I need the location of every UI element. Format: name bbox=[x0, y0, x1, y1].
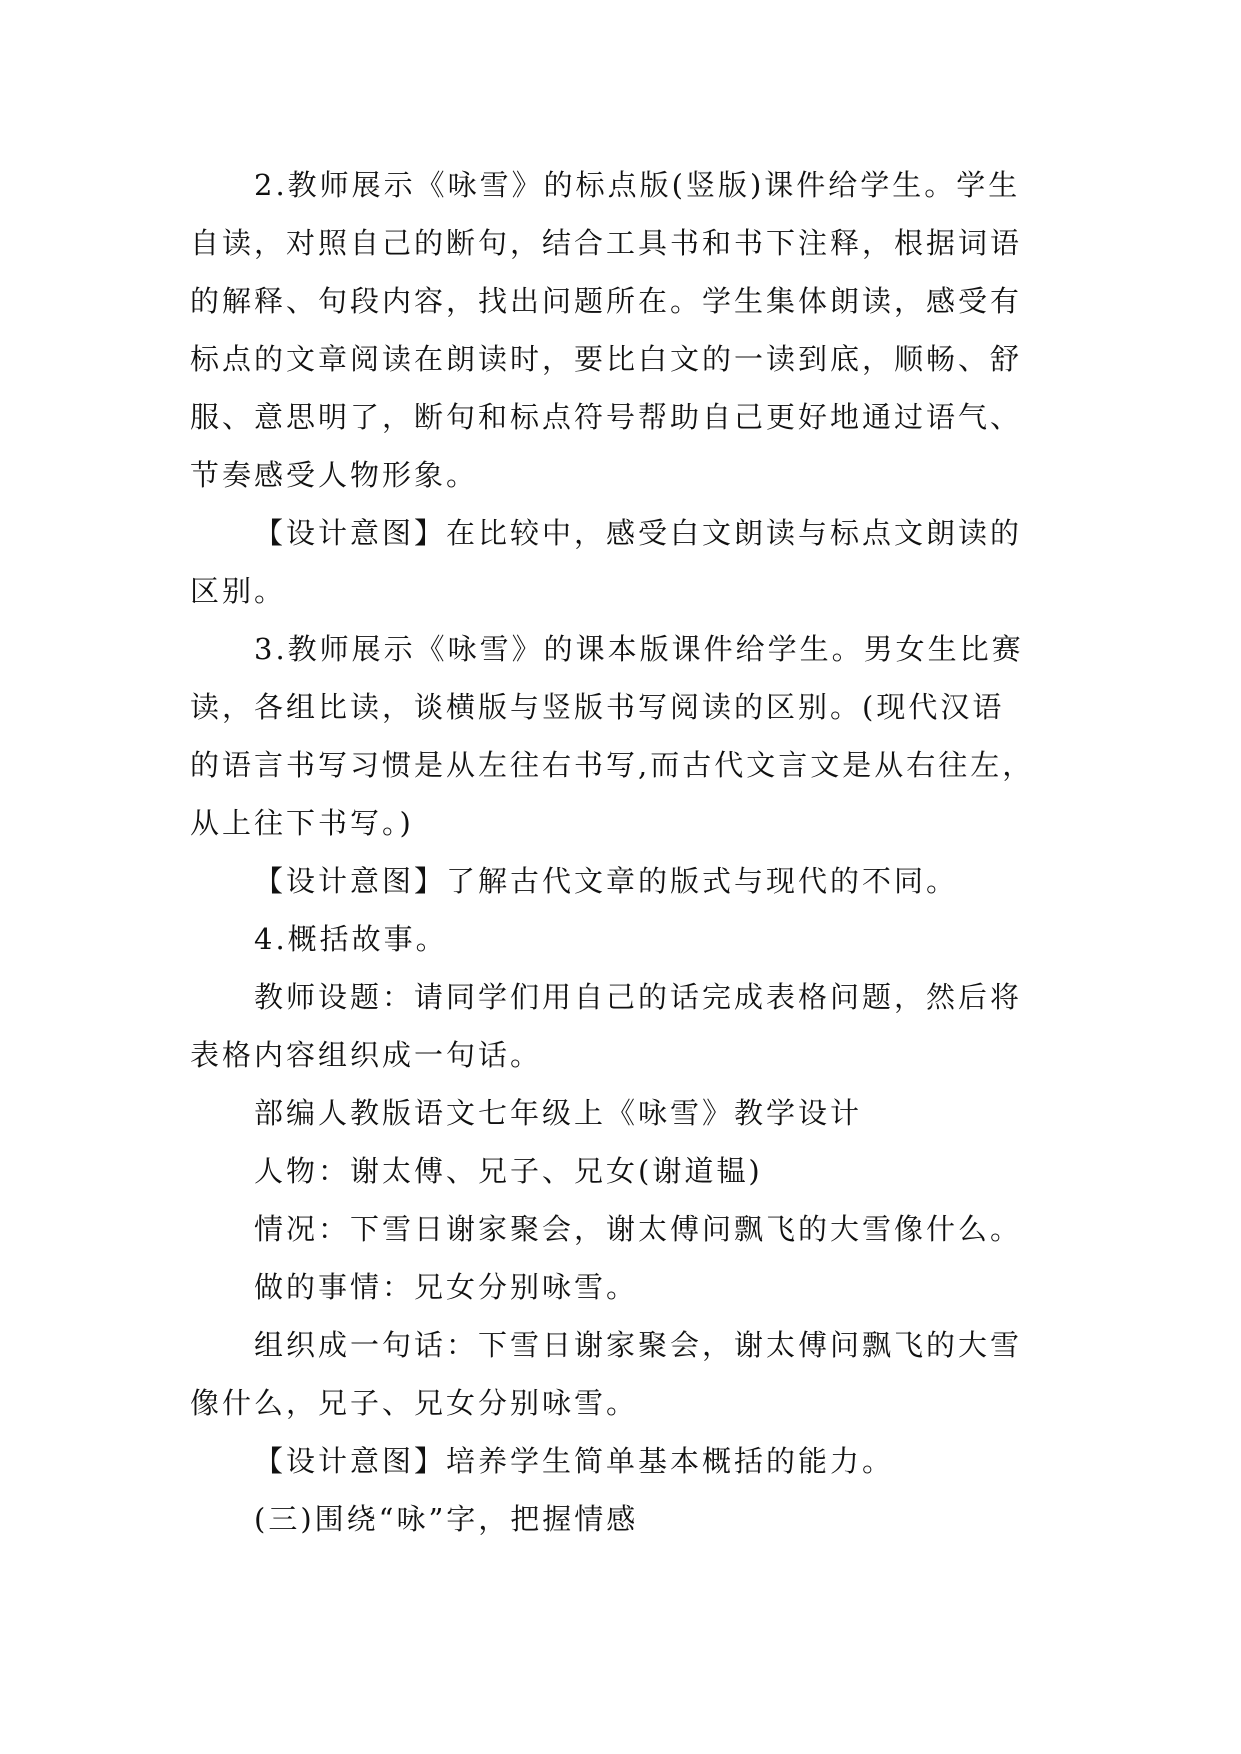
paragraph-step-2: 2.教师展示《咏雪》的标点版(竖版)课件给学生。学生 自读，对照自己的断句，结合工具书和书下注释，根据词语 的解释、句段内容，找出问题所在。学生集体朗读，感受有 标点的文章阅读在朗读时，要比白文的一读到底，顺畅、舒 服、意思明了，断句和标点符号帮助自己更好地通过语气、 节奏感受人物形象。 bbox=[190, 168, 1023, 492]
section-heading-three: (三)围绕“咏”字，把握情感 bbox=[254, 1502, 639, 1536]
paragraph-design-intent-1: 【设计意图】在比较中，感受白文朗读与标点文朗读的 区别。 bbox=[190, 516, 1023, 608]
paragraph-step-4: 4.概括故事。 bbox=[254, 922, 448, 956]
document-body bbox=[190, 156, 1070, 1548]
paragraph-situation: 情况：下雪日谢家聚会，谢太傅问飘飞的大雪像什么。 bbox=[254, 1212, 1023, 1246]
paragraph-course-title: 部编人教版语文七年级上《咏雪》教学设计 bbox=[254, 1096, 863, 1130]
paragraph-actions: 做的事情：兄女分别咏雪。 bbox=[254, 1270, 639, 1304]
paragraph-teacher-task: 教师设题：请同学们用自己的话完成表格问题，然后将 表格内容组织成一句话。 bbox=[190, 980, 1023, 1072]
paragraph-characters: 人物：谢太傅、兄子、兄女(谢道韫) bbox=[254, 1154, 763, 1188]
paragraph-design-intent-3: 【设计意图】培养学生简单基本概括的能力。 bbox=[254, 1444, 895, 1478]
paragraph-summary-sentence: 组织成一句话：下雪日谢家聚会，谢太傅问飘飞的大雪 像什么，兄子、兄女分别咏雪。 bbox=[190, 1328, 1023, 1420]
paragraph-design-intent-2: 【设计意图】了解古代文章的版式与现代的不同。 bbox=[254, 864, 959, 898]
paragraph-step-3: 3.教师展示《咏雪》的课本版课件给学生。男女生比赛 读，各组比读，谈横版与竖版书写阅读的区别。(现代汉语 的语言书写习惯是从左往右书写,而古代文言文是从右往左， 从上往下书写。) bbox=[190, 632, 1035, 840]
